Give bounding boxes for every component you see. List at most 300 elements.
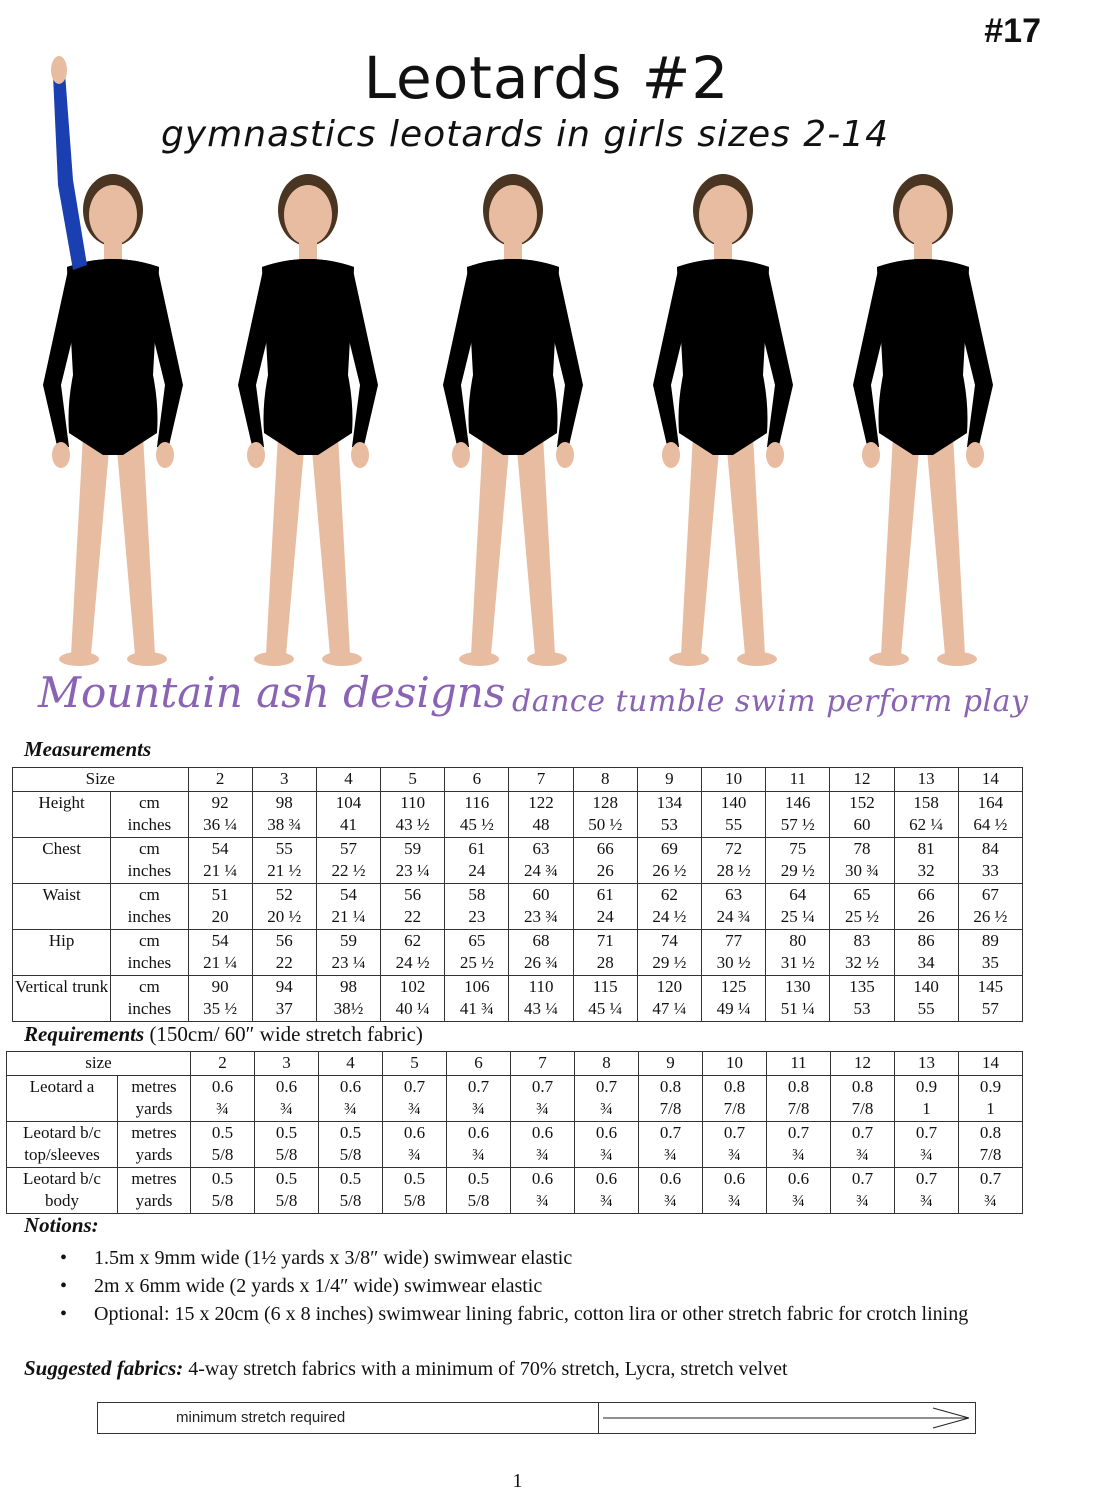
size-cell: 5 xyxy=(381,768,445,792)
value-cell xyxy=(445,883,509,929)
stretch-guide xyxy=(97,1402,976,1434)
size-cell: 10 xyxy=(702,768,766,792)
row-label-cell: Leotard a xyxy=(7,1075,118,1121)
value-cell xyxy=(702,837,766,883)
list-item: • Optional: 15 x 20cm (6 x 8 inches) swimwear lining fabric, cotton lira or other stretch fabric for crotch lining xyxy=(56,1300,1016,1328)
value: 57 xyxy=(981,999,999,1018)
value: 145 xyxy=(977,976,1004,996)
value: 26 ½ xyxy=(973,907,1008,926)
value-cell xyxy=(511,1121,575,1167)
size-cell: 9 xyxy=(639,1052,703,1076)
row-label-cell: Chest xyxy=(13,837,111,883)
value: 24 ½ xyxy=(395,953,430,972)
value: 0.6 xyxy=(595,1122,618,1142)
value-cell xyxy=(319,1075,383,1121)
value-cell xyxy=(894,837,958,883)
value-cell xyxy=(316,883,380,929)
value: 130 xyxy=(785,976,811,996)
value: 0.6 xyxy=(659,1168,682,1188)
value: 75 xyxy=(789,838,807,858)
value: ¾ xyxy=(664,1145,677,1164)
value: 94 xyxy=(275,976,293,996)
value: 116 xyxy=(464,792,490,812)
value: 49 ¼ xyxy=(716,999,751,1018)
value-cell xyxy=(959,1121,1023,1167)
value: 56 xyxy=(404,884,422,904)
value: 5/8 xyxy=(211,1145,234,1164)
value: 0.6 xyxy=(467,1122,490,1142)
value-cell xyxy=(381,791,445,837)
size-cell: 11 xyxy=(767,1052,831,1076)
value-cell xyxy=(319,1121,383,1167)
value: ¾ xyxy=(792,1191,805,1210)
value-cell xyxy=(252,883,316,929)
value: ¾ xyxy=(408,1145,421,1164)
value-cell xyxy=(702,791,766,837)
row-label-cell: Leotard b/c body xyxy=(7,1167,118,1213)
value: 0.7 xyxy=(851,1168,874,1188)
value: 38 ¾ xyxy=(267,815,302,834)
value-cell xyxy=(191,1075,255,1121)
value-cell xyxy=(447,1075,511,1121)
size-cell: 8 xyxy=(573,768,637,792)
value: 21 ¼ xyxy=(203,953,238,972)
value: 62 xyxy=(404,930,422,950)
unit-cell xyxy=(118,1075,191,1121)
value: 5/8 xyxy=(467,1191,490,1210)
value-cell xyxy=(830,883,894,929)
value: 89 xyxy=(981,930,999,950)
unit-label: cm xyxy=(139,976,160,996)
value-cell xyxy=(383,1121,447,1167)
value: 20 xyxy=(211,907,229,926)
row-label-cell: Waist xyxy=(13,883,111,929)
value: 59 xyxy=(404,838,422,858)
unit-label: yards xyxy=(135,1099,173,1118)
value-cell xyxy=(445,837,509,883)
value: 22 xyxy=(404,907,422,926)
value: 22 ½ xyxy=(331,861,366,880)
value: 31 ½ xyxy=(780,953,815,972)
value-cell xyxy=(316,837,380,883)
value-cell xyxy=(958,929,1022,975)
value-cell xyxy=(958,883,1022,929)
value: 80 xyxy=(789,930,807,950)
value: 22 xyxy=(275,953,293,972)
value: ¾ xyxy=(984,1191,997,1210)
value-cell xyxy=(575,1167,639,1213)
value: ¾ xyxy=(920,1145,933,1164)
value: 58 xyxy=(468,884,486,904)
value-cell xyxy=(703,1075,767,1121)
value: 90 xyxy=(211,976,229,996)
value: 0.6 xyxy=(275,1076,298,1096)
value-cell xyxy=(509,929,573,975)
value: 21 ¼ xyxy=(203,861,238,880)
value-cell xyxy=(511,1075,575,1121)
value-cell xyxy=(702,883,766,929)
value: 60 xyxy=(532,884,550,904)
value: 66 xyxy=(596,838,614,858)
value: 23 ¼ xyxy=(395,861,430,880)
value: 64 ½ xyxy=(973,815,1008,834)
value: ¾ xyxy=(536,1145,549,1164)
value: 60 xyxy=(853,815,871,834)
value: 52 xyxy=(275,884,293,904)
value-cell xyxy=(959,1167,1023,1213)
size-cell: 2 xyxy=(191,1052,255,1076)
value-cell xyxy=(830,837,894,883)
size-cell: 12 xyxy=(831,1052,895,1076)
value: 125 xyxy=(720,976,747,996)
value: 5/8 xyxy=(339,1191,362,1210)
value-cell xyxy=(188,791,252,837)
pattern-number: #17 xyxy=(984,12,1041,50)
size-cell: 6 xyxy=(445,768,509,792)
value: 61 xyxy=(468,838,486,858)
brand-tagline: dance tumble swim perform play xyxy=(512,684,1029,719)
value: 1 xyxy=(922,1099,931,1118)
value: 24 xyxy=(468,861,486,880)
table-row xyxy=(7,1167,1023,1213)
value-cell xyxy=(445,929,509,975)
value-cell xyxy=(381,929,445,975)
value: 0.8 xyxy=(979,1122,1002,1142)
value: 0.7 xyxy=(595,1076,618,1096)
value: 0.6 xyxy=(211,1076,234,1096)
value-cell xyxy=(383,1167,447,1213)
unit-label: inches xyxy=(127,999,172,1018)
notions-list xyxy=(56,1244,1016,1328)
value: 55 xyxy=(725,815,743,834)
value: 0.7 xyxy=(467,1076,490,1096)
value-cell xyxy=(767,1167,831,1213)
value-cell xyxy=(573,975,637,1021)
model-4-red-black-back xyxy=(653,174,793,666)
value: 26 ½ xyxy=(652,861,687,880)
value: 54 xyxy=(211,930,229,950)
unit-label: yards xyxy=(135,1191,173,1210)
value: 26 xyxy=(917,907,935,926)
value: 51 ¼ xyxy=(780,999,815,1018)
value: ¾ xyxy=(408,1099,421,1118)
value: 77 xyxy=(725,930,743,950)
value: 26 ¾ xyxy=(524,953,559,972)
value-cell xyxy=(766,837,830,883)
value: 63 xyxy=(725,884,743,904)
requirements-title: Requirements xyxy=(24,1022,145,1046)
size-cell: 14 xyxy=(959,1052,1023,1076)
value-cell xyxy=(703,1121,767,1167)
value: 122 xyxy=(528,792,554,812)
requirements-note: (150cm/ 60″ wide stretch fabric) xyxy=(144,1022,423,1046)
size-cell: 6 xyxy=(447,1052,511,1076)
value: 63 xyxy=(532,838,550,858)
page-subtitle: gymnastics leotards in girls sizes 2-14 xyxy=(161,114,889,155)
value-cell xyxy=(573,791,637,837)
suggested-fabrics-text: 4-way stretch fabrics with a minimum of 70% stretch, Lycra, stretch velvet xyxy=(183,1358,788,1380)
value: ¾ xyxy=(280,1099,293,1118)
page-number: 1 xyxy=(512,1470,523,1492)
value: 84 xyxy=(981,838,999,858)
unit-cell xyxy=(111,975,188,1021)
value: 7/8 xyxy=(979,1145,1002,1164)
value: 32 ½ xyxy=(844,953,879,972)
value: ¾ xyxy=(728,1191,741,1210)
requirements-table xyxy=(6,1051,1023,1214)
measurements-table xyxy=(12,767,1023,1022)
value: 0.6 xyxy=(787,1168,810,1188)
value: 0.7 xyxy=(851,1122,874,1142)
table-row xyxy=(13,975,1023,1021)
unit-cell xyxy=(118,1121,191,1167)
value-cell xyxy=(509,883,573,929)
value: 5/8 xyxy=(211,1191,234,1210)
value: ¾ xyxy=(216,1099,229,1118)
value-cell xyxy=(445,791,509,837)
value: 26 xyxy=(596,861,614,880)
value: 0.5 xyxy=(403,1168,426,1188)
value-cell xyxy=(959,1075,1023,1121)
value-cell xyxy=(766,791,830,837)
value-cell xyxy=(831,1121,895,1167)
unit-label: cm xyxy=(139,884,160,904)
value: ¾ xyxy=(536,1191,549,1210)
unit-cell xyxy=(111,929,188,975)
value-cell xyxy=(575,1121,639,1167)
table-row xyxy=(13,791,1023,837)
value: 0.5 xyxy=(339,1122,362,1142)
value-cell xyxy=(895,1167,959,1213)
value-cell xyxy=(316,929,380,975)
row-label-cell: Leotard b/c top/sleeves xyxy=(7,1121,118,1167)
value: 135 xyxy=(849,976,875,996)
unit-label: inches xyxy=(127,953,172,972)
size-cell: 7 xyxy=(511,1052,575,1076)
value: 5/8 xyxy=(275,1191,298,1210)
list-item: • 2m x 6mm wide (2 yards x 1/4″ wide) swimwear elastic xyxy=(56,1272,1016,1300)
value-cell xyxy=(509,975,573,1021)
value-cell xyxy=(894,791,958,837)
value: 34 xyxy=(917,953,935,972)
value: 5/8 xyxy=(275,1145,298,1164)
value: 78 xyxy=(853,838,871,858)
value-cell xyxy=(702,929,766,975)
value: 56 xyxy=(275,930,293,950)
value-cell xyxy=(381,883,445,929)
value: 102 xyxy=(399,976,426,996)
model-5-green-black-front xyxy=(853,174,993,666)
value: 5/8 xyxy=(339,1145,362,1164)
size-cell: 9 xyxy=(637,768,701,792)
list-item: • 1.5m x 9mm wide (1½ yards x 3/8″ wide) swimwear elastic xyxy=(56,1244,1016,1272)
value: 23 xyxy=(468,907,486,926)
value: 140 xyxy=(913,976,939,996)
suggested-fabrics xyxy=(24,1356,788,1381)
value: 30 ½ xyxy=(716,953,751,972)
value: 30 ¾ xyxy=(844,861,879,880)
stretch-guide-label: minimum stretch required xyxy=(176,1409,346,1426)
value-cell xyxy=(958,791,1022,837)
value: 0.8 xyxy=(851,1076,874,1096)
notions-heading: Notions: xyxy=(24,1213,99,1237)
value: 28 xyxy=(596,953,614,972)
value: ¾ xyxy=(600,1191,613,1210)
value-cell xyxy=(767,1121,831,1167)
size-cell: 7 xyxy=(509,768,573,792)
value: 0.8 xyxy=(787,1076,810,1096)
unit-label: metres xyxy=(131,1168,177,1188)
value-cell xyxy=(767,1075,831,1121)
value-cell xyxy=(894,883,958,929)
value: ¾ xyxy=(664,1191,677,1210)
value: 25 ½ xyxy=(459,953,494,972)
value-cell xyxy=(509,837,573,883)
value-cell xyxy=(637,975,701,1021)
value: 40 ¼ xyxy=(395,999,430,1018)
value: 23 ¾ xyxy=(524,907,559,926)
table-row xyxy=(7,1075,1023,1121)
value: 43 ¼ xyxy=(524,999,559,1018)
size-cell: 10 xyxy=(703,1052,767,1076)
value: 37 xyxy=(275,999,293,1018)
table-row xyxy=(13,883,1023,929)
unit-label: inches xyxy=(127,861,172,880)
unit-cell xyxy=(111,883,188,929)
value: 29 ½ xyxy=(780,861,815,880)
value: 0.9 xyxy=(979,1076,1002,1096)
value: 54 xyxy=(211,838,229,858)
value: ¾ xyxy=(856,1145,869,1164)
value: 65 xyxy=(468,930,486,950)
value: 25 ¼ xyxy=(780,907,815,926)
value: 0.6 xyxy=(403,1122,426,1142)
size-cell: 2 xyxy=(188,768,252,792)
value: 0.9 xyxy=(915,1076,938,1096)
value-cell xyxy=(447,1167,511,1213)
value: 53 xyxy=(660,815,678,834)
value-cell xyxy=(381,975,445,1021)
value-cell xyxy=(191,1121,255,1167)
size-cell: 14 xyxy=(958,768,1022,792)
value-cell xyxy=(958,837,1022,883)
unit-label: inches xyxy=(127,907,172,926)
value: 83 xyxy=(853,930,871,950)
value: 0.7 xyxy=(659,1122,682,1142)
value: 1 xyxy=(986,1099,995,1118)
value: 53 xyxy=(853,999,871,1018)
value: 0.7 xyxy=(915,1168,938,1188)
unit-label: cm xyxy=(139,792,160,812)
value-cell xyxy=(575,1075,639,1121)
value: 164 xyxy=(977,792,1004,812)
model-3-blue-front xyxy=(443,174,583,666)
value-cell xyxy=(255,1167,319,1213)
value: 71 xyxy=(596,930,614,950)
table-row xyxy=(13,837,1023,883)
value-cell xyxy=(509,791,573,837)
value: 7/8 xyxy=(787,1099,810,1118)
value-cell xyxy=(319,1167,383,1213)
value: 86 xyxy=(917,930,935,950)
value: ¾ xyxy=(792,1145,805,1164)
value-cell xyxy=(252,837,316,883)
value: 57 xyxy=(339,838,357,858)
value: ¾ xyxy=(856,1191,869,1210)
unit-cell xyxy=(111,837,188,883)
value: 65 xyxy=(853,884,871,904)
value-cell xyxy=(831,1167,895,1213)
value: ¾ xyxy=(600,1099,613,1118)
value: 0.5 xyxy=(211,1168,234,1188)
value: 0.8 xyxy=(723,1076,746,1096)
value: 140 xyxy=(720,792,747,812)
size-cell: 13 xyxy=(894,768,958,792)
value: 0.5 xyxy=(467,1168,490,1188)
value: 0.6 xyxy=(595,1168,618,1188)
value-cell xyxy=(894,975,958,1021)
value-cell xyxy=(766,975,830,1021)
value: 20 ½ xyxy=(267,907,302,926)
value: 0.7 xyxy=(979,1168,1002,1188)
value: ¾ xyxy=(728,1145,741,1164)
unit-label: cm xyxy=(139,930,160,950)
value: 38½ xyxy=(333,999,364,1018)
value: 92 xyxy=(211,792,229,812)
value: 158 xyxy=(913,792,939,812)
size-cell: 12 xyxy=(830,768,894,792)
value-cell xyxy=(831,1075,895,1121)
value: 54 xyxy=(339,884,357,904)
value: 98 xyxy=(275,792,293,812)
value: 74 xyxy=(660,930,678,950)
value-cell xyxy=(958,975,1022,1021)
value-cell xyxy=(702,975,766,1021)
value: 48 xyxy=(532,815,550,834)
value: 0.5 xyxy=(211,1122,234,1142)
value: ¾ xyxy=(344,1099,357,1118)
size-header-cell: Size xyxy=(13,768,189,792)
value: 7/8 xyxy=(659,1099,682,1118)
row-label-cell: Height xyxy=(13,791,111,837)
value-cell xyxy=(639,1167,703,1213)
stretch-arrow-icon xyxy=(603,1406,971,1430)
value: 0.5 xyxy=(275,1122,298,1142)
value: 72 xyxy=(725,838,743,858)
value: 7/8 xyxy=(851,1099,874,1118)
value: 0.7 xyxy=(915,1122,938,1142)
value-cell xyxy=(573,837,637,883)
unit-cell xyxy=(118,1167,191,1213)
size-cell: 8 xyxy=(575,1052,639,1076)
value: 59 xyxy=(339,930,357,950)
size-cell: 11 xyxy=(766,768,830,792)
value-cell xyxy=(252,929,316,975)
value: 0.8 xyxy=(659,1076,682,1096)
value: 55 xyxy=(275,838,293,858)
value: ¾ xyxy=(600,1145,613,1164)
value: 69 xyxy=(660,838,678,858)
value-cell xyxy=(895,1121,959,1167)
value-cell xyxy=(703,1167,767,1213)
value-cell xyxy=(188,883,252,929)
size-cell: 13 xyxy=(895,1052,959,1076)
value: 134 xyxy=(656,792,683,812)
value-cell xyxy=(188,837,252,883)
value-cell xyxy=(639,1121,703,1167)
value: 0.6 xyxy=(723,1168,746,1188)
value: 41 ¾ xyxy=(459,999,494,1018)
